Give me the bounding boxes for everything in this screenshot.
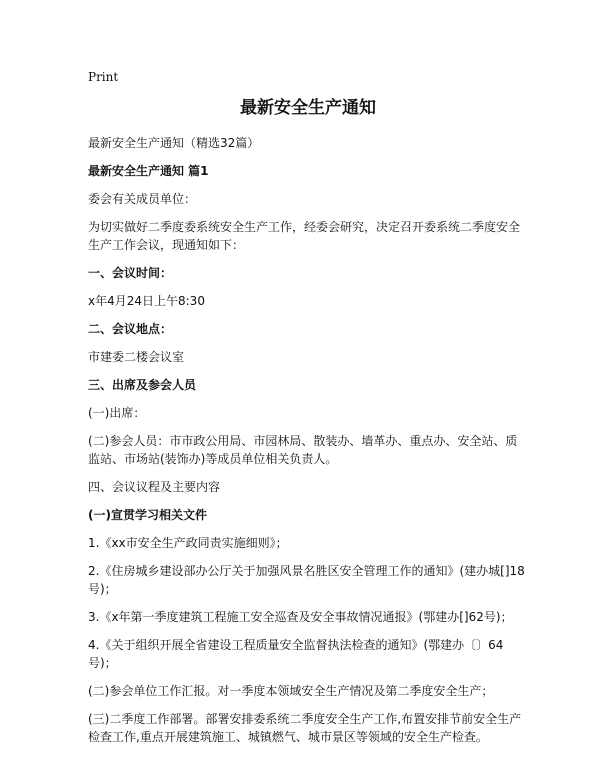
- paragraph: 四、会议议程及主要内容: [88, 480, 221, 494]
- paragraph: (一)出席：: [88, 406, 146, 420]
- paragraph: 市建委二楼会议室: [88, 350, 185, 364]
- paragraph: (二)参会人员：市市政公用局、市园林局、散装办、墙革办、重点办、安全站、质监站、市场站(装饰办)等成员单位相关负责人。: [88, 434, 518, 466]
- paragraph: 委会有关成员单位：: [88, 192, 197, 206]
- paragraph: x年4月24日上午8:30: [88, 294, 205, 308]
- paragraph: 最新安全生产通知（精选32篇）: [88, 136, 260, 150]
- paragraph: 4.《关于组织开展全省建设工程质量安全监督执法检查的通知》(鄂建办〔〕64号)；: [88, 638, 504, 670]
- document-title: 最新安全生产通知: [240, 98, 376, 118]
- print-link[interactable]: Print: [88, 70, 119, 84]
- section-heading: (一)宣贯学习相关文件: [88, 508, 207, 522]
- paragraph: 2.《住房城乡建设部办公厅关于加强风景名胜区安全管理工作的通知》(建办城[]18号)；: [88, 564, 525, 596]
- paragraph: (三)二季度工作部署。部署安排委系统二季度安全生产工作,布置安排节前安全生产检查工作,重点开展建筑施工、城镇燃气、城市景区等领域的安全生产检查。: [88, 712, 522, 744]
- section-heading: 二、会议地点：: [88, 322, 173, 336]
- paragraph: 1.《xx市安全生产政同责实施细则》；: [88, 536, 288, 550]
- section-heading: 三、出席及参会人员: [88, 378, 197, 392]
- paragraph-list: [88, 134, 528, 746]
- paragraph: 3.《x年第一季度建筑工程施工安全巡查及安全事故情况通报》(鄂建办[]62号)；: [88, 610, 513, 624]
- document-body: [88, 96, 528, 756]
- section-heading: 一、会议时间：: [88, 266, 173, 280]
- paragraph: 为切实做好二季度委系统安全生产工作，经委会研究，决定召开委系统二季度安全生产工作会议，现通知如下：: [88, 220, 521, 252]
- paragraph: (二)参会单位工作汇报。对一季度本领域安全生产情况及第二季度安全生产；: [88, 684, 494, 698]
- section-heading: 最新安全生产通知 篇1: [88, 164, 209, 178]
